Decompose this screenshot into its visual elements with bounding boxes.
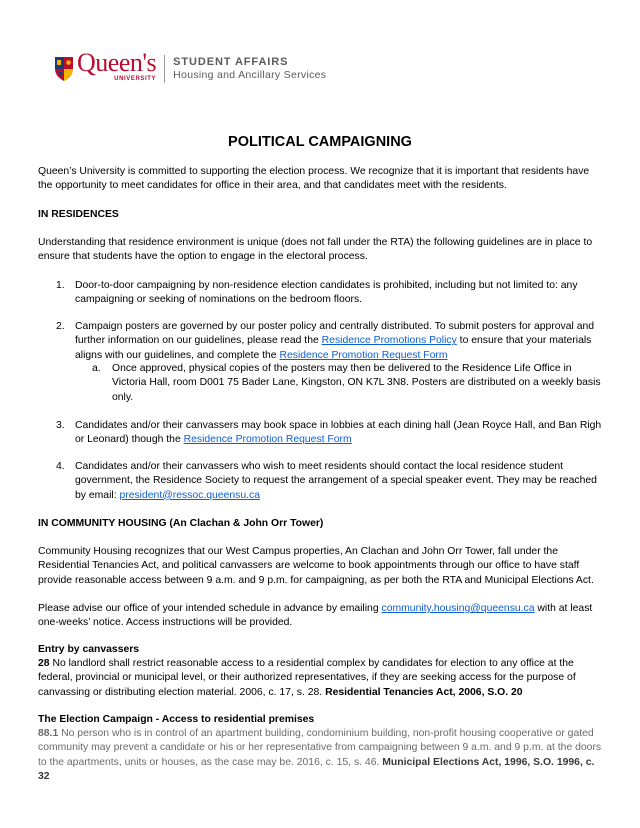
list-number: 2.: [56, 321, 65, 332]
letterhead: [54, 48, 327, 86]
list-item-text: Candidates and/or their canvassers who wish to meet residents should contact the local residence student government, the Residence Society to request the arrangement of a special speaker event. They may be reached by email:: [75, 461, 597, 501]
university-logo: [77, 48, 157, 86]
community-paragraph-2: [38, 602, 604, 631]
sub-list-item-a: [92, 362, 604, 405]
election-paragraph: [38, 727, 604, 784]
department-line-1: STUDENT AFFAIRS: [173, 56, 289, 68]
residence-promotions-policy-link[interactable]: Residence Promotions Policy: [321, 335, 457, 347]
list-item-2: [56, 320, 603, 363]
list-item-text: Campaign posters are governed by our poster policy and centrally distributed. To submit posters for approval and further information on our guidelines, please read the: [75, 321, 595, 347]
list-item-text: Door-to-door campaigning by non-residence election candidates is prohibited, including but not limited to: any campaigning or seeking of nominations on the bedroom floors.: [75, 280, 578, 306]
sub-list-text: Once approved, physical copies of the posters may then be delivered to the Residence Life Office in Victoria Hall, room D001 75 Bader Lane, Kingston, ON K7L 3N8. Posters are distributed on a weekly basis only.: [112, 363, 601, 403]
residence-promotion-request-form-link[interactable]: Residence Promotion Request Form: [279, 349, 448, 361]
list-item-1: [56, 279, 603, 308]
entry-text: No landlord shall restrict reasonable access to a residential complex by candidates for election to any office at the federal, provincial or municipal level, or their authorized representatives, if they are seeking access for the purpose of canvassing or distributing election material. 2006, c. 17, s. 28.: [38, 658, 576, 698]
list-item-4: [56, 460, 603, 503]
header-divider: [164, 55, 165, 83]
entry-paragraph: [38, 657, 604, 700]
community-paragraph-1: Community Housing recognizes that our West Campus properties, An Clachan and John Orr Tower, fall under the Residential Tenancies Act, and political canvassers are welcome to book appointments through our office to have staff provide reasonable access between 9 a.m. and 9 p.m. for campaigning, as per both the RTA and Municipal Elections Act.: [38, 546, 594, 586]
residence-promotion-request-form-link-2[interactable]: Residence Promotion Request Form: [183, 434, 352, 446]
act-citation: Municipal Elections Act, 1996, S.O. 1996, c. 32: [38, 756, 595, 782]
list-item-3: [56, 419, 603, 448]
residences-heading: IN RESIDENCES: [38, 209, 119, 220]
entry-heading: Entry by canvassers: [38, 644, 140, 655]
election-heading: The Election Campaign - Access to residential premises: [38, 714, 315, 725]
intro-paragraph: Queen’s University is committed to supporting the election process. We recognize that it is important that residents have the opportunity to meet candidates for office in their area, and that candidates meet with the residents.: [38, 166, 590, 192]
section-number: 28: [38, 658, 50, 669]
sub-list-letter: a.: [92, 363, 101, 374]
act-citation: Residential Tenancies Act, 2006, S.O. 20: [325, 686, 523, 698]
department-line-2: Housing and Ancillary Services: [173, 69, 327, 81]
logo-wordmark: Queen's: [77, 48, 157, 77]
list-number: 1.: [56, 280, 65, 291]
university-crest-icon: [54, 56, 74, 82]
list-number: 3.: [56, 420, 65, 431]
list-number: 4.: [56, 461, 65, 472]
list-item-text: Candidates and/or their canvassers may book space in lobbies at each dining hall (Jean Royce Hall, and Ban Righ or Leonard) though the: [75, 420, 602, 446]
community-heading: IN COMMUNITY HOUSING (An Clachan & John Orr Tower): [38, 518, 324, 529]
page-title: POLITICAL CAMPAIGNING: [228, 134, 412, 150]
residences-intro: Understanding that residence environment is unique (does not fall under the RTA) the following guidelines are in place to ensure that students have the option to engage in the electoral process.: [38, 237, 593, 263]
department-name: [173, 56, 326, 82]
ressoc-email-link[interactable]: president@ressoc.queensu.ca: [119, 489, 260, 501]
community-paragraph-2-text-cont: with at least one-weeks’ notice. Access instructions will be provided.: [38, 603, 593, 629]
list-item-text-cont: to ensure that your materials aligns with our guidelines, and complete the: [75, 335, 592, 361]
community-housing-email-link[interactable]: community.housing@queensu.ca: [381, 603, 535, 614]
community-paragraph-2-text: Please advise our office of your intended schedule in advance by emailing: [38, 603, 382, 614]
logo-subtext: UNIVERSITY: [114, 76, 157, 82]
election-text: No person who is in control of an apartment building, condominium building, non-profit housing cooperative or gated community may prevent a candidate or his or her representative from campaigning between 9 a.m. and 9 p.m. at the doors to the apartments, units or houses, as the case may be. 2016, c. 15, s. 46.: [38, 728, 602, 768]
section-number: 88.1: [38, 728, 59, 739]
